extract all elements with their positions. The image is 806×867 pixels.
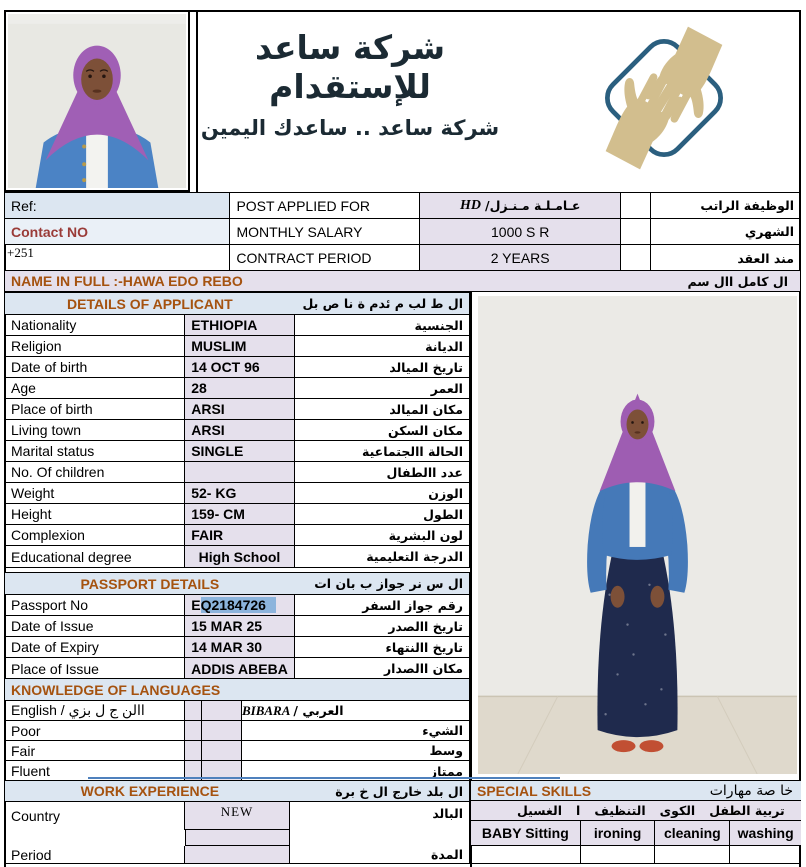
contract-period-label: CONTRACT PERIOD: [230, 245, 420, 271]
applicant-fullbody-photo: [478, 296, 797, 774]
detail-value: SINGLE: [185, 441, 295, 462]
detail-arabic: الوزن: [295, 483, 469, 504]
work-empty-cell: [185, 830, 290, 846]
period-label: Period: [5, 846, 185, 863]
issue-label: Date of Issue: [5, 616, 185, 637]
table-row: [5, 357, 469, 378]
date-of-expiry-row: [5, 637, 469, 658]
contact-no-label: Contact NO: [5, 219, 230, 245]
detail-value: 28: [185, 378, 295, 399]
skills-arabic-row: [471, 801, 801, 821]
skills-title-arabic: خا صة مهارات: [709, 782, 793, 799]
table-row: [5, 420, 469, 441]
work-middle-row: [5, 830, 469, 846]
detail-label: Marital status: [5, 441, 185, 462]
fullbody-photo: [478, 296, 797, 779]
table-row: [5, 546, 469, 567]
country-label: Country: [5, 802, 185, 830]
issue-value: 15 MAR 25: [185, 616, 295, 637]
expiry-arabic: تاريخ االنتهاء: [295, 637, 469, 658]
issue-arabic: تاريخ االصدر: [295, 616, 469, 637]
period-arabic: المدة: [431, 847, 464, 862]
country-row: [5, 802, 469, 830]
expiry-value: 14 MAR 30: [185, 637, 295, 658]
company-title: شركة ساعد للإستقدام: [254, 28, 446, 106]
post-applied-value: [420, 193, 621, 219]
post-value-code: HD: [460, 197, 482, 213]
detail-label: No. Of children: [5, 462, 185, 483]
expiry-label: Date of Expiry: [5, 637, 185, 658]
details-header: [5, 293, 469, 315]
skill-arabic-word: الغسيل: [517, 803, 563, 818]
detail-arabic: الدرجة التعليمية: [366, 549, 463, 564]
level-arabic: ممتاز: [429, 763, 463, 779]
frame-right-border: [799, 10, 801, 867]
level-check-cell: [185, 721, 202, 741]
name-in-full-value: NAME IN FULL :-HAWA EDO REBO: [11, 273, 243, 289]
applicant-portrait-photo: [8, 14, 186, 188]
period-value: [185, 846, 290, 863]
company-subtitle: شركة ساعد .. ساعدك اليمين: [200, 116, 500, 140]
post-value-arabic: عـامـلـة مـنـزل/: [485, 198, 581, 213]
language-check-cell: [202, 701, 242, 721]
skill-column-washing: washing: [730, 821, 801, 846]
languages-title: KNOWLEDGE OF LANGUAGES: [5, 679, 469, 701]
info-row-salary: [5, 219, 800, 245]
table-row: [5, 441, 469, 462]
detail-arabic: الطول: [295, 504, 469, 525]
contract-label-arabic: مند العقد: [737, 250, 794, 266]
detail-label: Age: [5, 378, 185, 399]
arabic-language-latin: BIBARA: [241, 702, 291, 718]
place-of-issue-row: [5, 658, 469, 679]
level-check-cell: [202, 741, 242, 761]
name-in-full-arabic: ال كامل اال سم: [687, 273, 788, 289]
period-row: [5, 846, 469, 863]
special-skills-table: [470, 780, 801, 864]
detail-value: 159- CM: [185, 504, 295, 525]
place-value: ADDIS ABEBA: [185, 658, 295, 679]
passport-no-highlighted: Q2184726: [201, 597, 276, 613]
detail-label: Weight: [5, 483, 185, 504]
table-row: [5, 378, 469, 399]
arabic-language-label: [242, 701, 469, 721]
skill-arabic-word: الكوى: [659, 803, 696, 818]
name-in-full-row: [4, 270, 801, 292]
hands-logo-icon: [588, 22, 740, 174]
details-title-arabic: ال ط لب م ئدم ة نا ص بل: [295, 293, 469, 315]
english-language-label: English / االن ج ل بزي: [5, 701, 185, 721]
detail-label: Height: [5, 504, 185, 525]
skills-empty-row: [471, 846, 801, 863]
skill-empty-cell: [730, 846, 801, 863]
skill-empty-cell: [655, 846, 730, 863]
skills-header-cell: [471, 781, 801, 801]
header-divider-line: [196, 10, 198, 192]
detail-arabic: الجنسية: [295, 315, 469, 336]
work-experience-table: [4, 780, 470, 864]
level-label: Fluent: [5, 761, 185, 781]
detail-arabic: عدد االطفال: [295, 462, 469, 483]
info-spacer-cell-2: [621, 219, 651, 245]
passport-title: PASSPORT DETAILS: [5, 573, 295, 595]
monthly-salary-value: 1000 S R: [420, 219, 621, 245]
passport-header: [5, 573, 469, 595]
level-arabic: الشيء: [242, 721, 469, 741]
passport-number-row: [5, 595, 469, 616]
level-row-fair: [5, 741, 469, 761]
languages-header: [5, 679, 469, 701]
level-label: Fair: [5, 741, 185, 761]
detail-value: FAIR: [185, 525, 295, 546]
info-spacer-cell-3: [621, 245, 651, 271]
passport-no-arabic: رقم جواز السفر: [295, 595, 469, 616]
level-label: Poor: [5, 721, 185, 741]
skill-arabic-word: تربية الطفل: [709, 803, 785, 818]
detail-arabic: مكان السكن: [295, 420, 469, 441]
work-title-arabic: ال بلد خارج ال خ برة: [295, 781, 469, 802]
passport-title-arabic: ال س نر جواز ب بان ات: [295, 573, 469, 595]
level-check-cell: [185, 741, 202, 761]
details-title: DETAILS OF APPLICANT: [5, 293, 295, 315]
post-applied-label: POST APPLIED FOR: [230, 193, 420, 219]
info-spacer-cell-1: [621, 193, 651, 219]
skill-arabic-word: ا: [576, 803, 581, 818]
skill-column-cleaning: cleaning: [655, 821, 730, 846]
details-of-applicant-table: [4, 292, 470, 568]
contract-period-value: 2 YEARS: [420, 245, 621, 271]
skills-columns-row: [471, 821, 801, 846]
ref-label: Ref:: [5, 193, 230, 219]
detail-arabic: الحالة االجتماعية: [295, 441, 469, 462]
detail-label: Complexion: [5, 525, 185, 546]
detail-label: Place of birth: [5, 399, 185, 420]
detail-arabic: العمر: [295, 378, 469, 399]
skill-empty-cell: [471, 846, 581, 863]
post-label-arabic: الوظيفة الراتب: [651, 193, 800, 219]
detail-label: Nationality: [5, 315, 185, 336]
table-row: [5, 399, 469, 420]
table-row: [5, 336, 469, 357]
level-check-cell: [202, 721, 242, 741]
skill-column-baby-sitting: BABY Sitting: [471, 821, 581, 846]
country-value: NEW: [185, 802, 290, 830]
passport-details-table: [4, 572, 470, 680]
detail-value: High School: [185, 546, 295, 567]
detail-value: 52- KG: [185, 483, 295, 504]
detail-value: ETHIOPIA: [185, 315, 295, 336]
level-arabic: وسط: [242, 741, 469, 761]
detail-arabic: الديانة: [295, 336, 469, 357]
info-row-post: [5, 193, 800, 219]
detail-label: Educational degree: [5, 546, 185, 567]
work-title: WORK EXPERIENCE: [5, 781, 295, 802]
detail-value: ARSI: [185, 420, 295, 441]
monthly-salary-label: MONTHLY SALARY: [230, 219, 420, 245]
arabic-word: العربي /: [293, 703, 344, 718]
skills-title: SPECIAL SKILLS: [477, 782, 592, 799]
detail-value: MUSLIM: [185, 336, 295, 357]
work-header: [5, 781, 469, 802]
detail-label: Religion: [5, 336, 185, 357]
info-row-contract: [5, 245, 800, 271]
place-label: Place of Issue: [5, 658, 185, 679]
contact-number-value: +251: [5, 245, 230, 271]
detail-value: ARSI: [185, 399, 295, 420]
company-logo: [588, 22, 740, 179]
language-check-cell: [185, 701, 202, 721]
portrait-photo-cell: [4, 10, 190, 192]
skill-arabic-word: التنظيف: [594, 803, 646, 818]
table-row: [5, 315, 469, 336]
table-row: [5, 525, 469, 546]
skill-column-ironing: ironing: [581, 821, 656, 846]
table-row: [5, 504, 469, 525]
level-row-poor: [5, 721, 469, 741]
detail-label: Date of birth: [5, 357, 185, 378]
fluent-underline: [88, 777, 560, 779]
place-arabic: مكان االصدار: [383, 661, 463, 676]
passport-no-value: [185, 595, 295, 616]
passport-no-label: Passport No: [5, 595, 185, 616]
skills-header: [471, 781, 801, 801]
detail-label: Living town: [5, 420, 185, 441]
table-row: [5, 483, 469, 504]
table-row: [5, 462, 469, 483]
info-table: [4, 192, 801, 272]
detail-arabic: لون البشرية: [295, 525, 469, 546]
salary-label-arabic: الشهري: [651, 219, 800, 245]
detail-value: [185, 462, 295, 483]
skill-empty-cell: [581, 846, 656, 863]
date-of-issue-row: [5, 616, 469, 637]
languages-table: [4, 678, 470, 782]
skills-arabic-cell: [471, 801, 801, 821]
detail-value: 14 OCT 96: [185, 357, 295, 378]
country-arabic: البالد: [432, 806, 464, 821]
company-title-block: [200, 28, 500, 140]
passport-no-prefix: E: [191, 597, 201, 613]
detail-arabic: مكان الميالد: [295, 399, 469, 420]
language-name-row: [5, 701, 469, 721]
detail-arabic: تاريخ الميالد: [295, 357, 469, 378]
